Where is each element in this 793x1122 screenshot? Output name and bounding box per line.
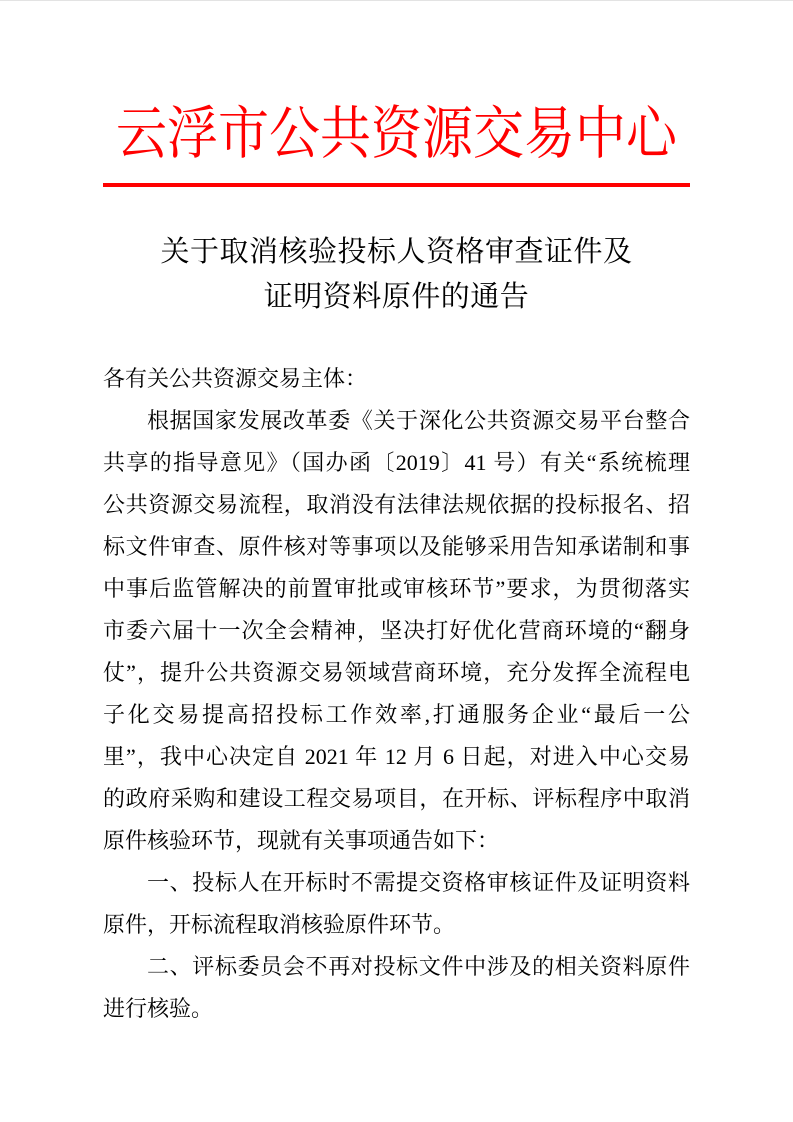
body-line-item-2: 二、评标委员会不再对投标文件中涉及的相关资料原件 bbox=[147, 954, 690, 979]
body-line: 原件，开标流程取消核验原件环节。 bbox=[103, 912, 456, 937]
document-page bbox=[103, 95, 690, 1030]
body-line: 共享的指导意见》（国办函〔2019〕41 号）有关“系统梳理 bbox=[103, 450, 690, 475]
body-line: 公共资源交易流程，取消没有法律法规依据的投标报名、招 bbox=[103, 492, 690, 517]
body-line: 原件核验环节，现就有关事项通告如下： bbox=[103, 828, 500, 853]
body-line-item-1: 一、投标人在开标时不需提交资格审核证件及证明资料 bbox=[147, 870, 690, 895]
body-line: 标文件审查、原件核对等事项以及能够采用告知承诺制和事 bbox=[103, 534, 690, 559]
body-line: 里”，我中心决定自 2021 年 12 月 6 日起，对进入中心交易 bbox=[103, 744, 690, 769]
document-title bbox=[103, 230, 690, 320]
body-line: 子化交易提高招投标工作效率,打通服务企业“最后一公 bbox=[103, 702, 690, 727]
body-line: 根据国家发展改革委《关于深化公共资源交易平台整合 bbox=[147, 408, 690, 433]
body-line-salutation: 各有关公共资源交易主体： bbox=[103, 366, 368, 391]
document-body bbox=[103, 358, 690, 1030]
body-line: 的政府采购和建设工程交易项目，在开标、评标程序中取消 bbox=[103, 786, 690, 811]
document-title-line-1: 关于取消核验投标人资格审查证件及 bbox=[160, 236, 633, 268]
body-line: 进行核验。 bbox=[103, 996, 214, 1021]
body-line: 市委六届十一次全会精神，坚决打好优化营商环境的“翻身 bbox=[103, 618, 690, 643]
document-title-line-2: 证明资料原件的通告 bbox=[263, 281, 530, 313]
letterhead-title: 云浮市公共资源交易中心 bbox=[115, 103, 677, 167]
letterhead-divider bbox=[103, 183, 690, 187]
body-line: 仗”，提升公共资源交易领域营商环境，充分发挥全流程电 bbox=[103, 660, 690, 685]
body-line: 中事后监管解决的前置审批或审核环节”要求，为贯彻落实 bbox=[103, 576, 690, 601]
